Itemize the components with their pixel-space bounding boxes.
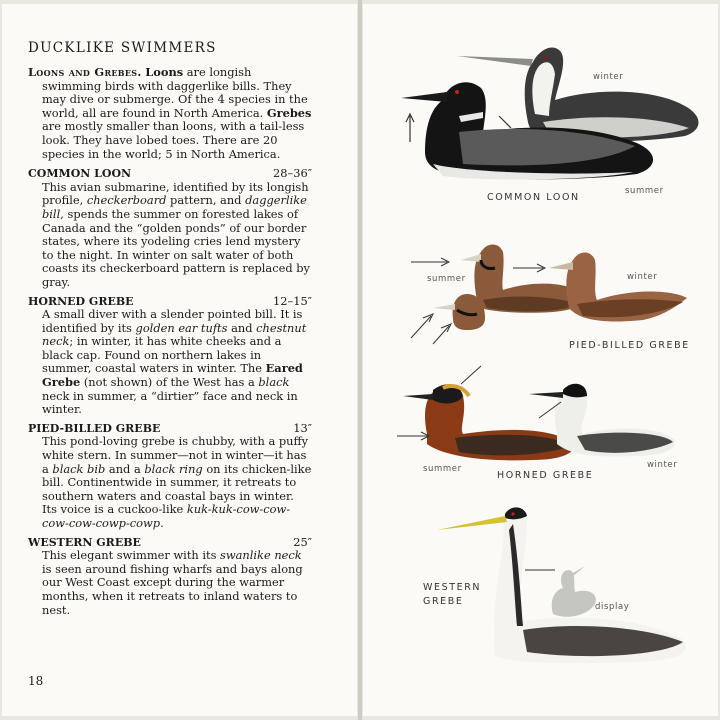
western-grebe-caption-line2: GREBE xyxy=(423,596,464,607)
page-number: 18 xyxy=(28,674,44,688)
description-text: and a xyxy=(105,461,145,476)
italic-key-feature: checkerboard xyxy=(86,193,167,208)
species-entry-heading xyxy=(28,295,312,309)
italic-key-feature: daggerlike bill xyxy=(42,193,307,221)
italic-key-feature: black xyxy=(258,375,290,390)
species-entry-heading xyxy=(28,536,312,550)
left-page xyxy=(2,4,357,716)
horned-winter-label: winter xyxy=(647,460,678,470)
description-text: . xyxy=(160,516,164,530)
italic-key-feature: black ring xyxy=(144,461,203,476)
common-loon-winter-illustration xyxy=(457,47,699,141)
pied-billed-grebe-winter-illustration xyxy=(549,253,687,322)
italic-key-feature: black bib xyxy=(52,461,106,476)
description-text: This avian submarine, identified by its longish profile, xyxy=(42,179,309,208)
species-entry xyxy=(28,422,312,531)
loon-winter-label: winter xyxy=(593,72,624,82)
pied-billed-grebe-caption: PIED-BILLED GREBE xyxy=(569,340,690,351)
description-text: neck in summer, a “dirtier” face and neck in winter. xyxy=(42,388,298,417)
description-text: (not shown) of the West has a xyxy=(80,375,259,390)
book-gutter xyxy=(358,0,362,720)
description-text: A small diver with a slender pointed bill. It is identified by its xyxy=(42,307,303,335)
species-length: 13″ xyxy=(293,420,312,435)
species-name: HORNED GREBE xyxy=(28,294,134,308)
pied-winter-label: winter xyxy=(627,272,658,282)
western-grebe-caption-line1: WESTERN xyxy=(423,582,482,593)
intro-paragraph xyxy=(28,66,312,161)
western-grebe-display-illustration xyxy=(552,566,596,617)
italic-key-feature: golden ear tufts xyxy=(135,320,228,335)
description-text: is seen around fishing wharfs and bays along our West Coast except during the warmer months, when it retreats to inland waters to nest. xyxy=(42,561,303,617)
description-text: , spends the summer on forested lakes of Canada and the “golden ponds” of our border states, where its yodeling cries lend mystery to the night. In winter on salt water of both coasts its checkerboard pattern is replaced by gray. xyxy=(42,206,310,289)
text-column xyxy=(28,66,312,622)
italic-key-feature: kuk-kuk-cow-cow-cow-cow-cowp-cowp xyxy=(42,502,291,530)
right-page xyxy=(363,4,718,716)
description-text: pattern, and xyxy=(166,193,246,208)
pied-summer-label: summer xyxy=(427,274,466,284)
species-length: 25″ xyxy=(293,534,312,549)
species-length: 12–15″ xyxy=(273,293,312,308)
species-description xyxy=(28,181,312,290)
species-entry-heading xyxy=(28,422,312,436)
species-length: 28–36″ xyxy=(273,166,312,181)
species-name: WESTERN GREBE xyxy=(28,535,141,549)
common-loon-caption: COMMON LOON xyxy=(487,192,580,203)
intro-grebes-word: Grebes xyxy=(266,105,312,120)
intro-text-2: are mostly smaller than loons, with a tail-less look. They have lobed toes. There are 20 species in the world; 5 in North America. xyxy=(42,119,305,161)
horned-summer-label: summer xyxy=(423,464,462,474)
western-display-label: display xyxy=(595,602,630,612)
species-description xyxy=(28,308,312,417)
description-text: and xyxy=(227,320,257,335)
species-name: PIED-BILLED GREBE xyxy=(28,421,161,435)
italic-key-feature: swanlike neck xyxy=(220,548,302,563)
species-description xyxy=(28,549,312,617)
description-text: This elegant swimmer with its xyxy=(42,548,221,563)
pied-billed-grebe-head-illustration xyxy=(433,294,485,330)
description-text: ; in winter, it has white cheeks and a black cap. Found on northern lakes in summer, coastal waters in winter. The xyxy=(42,334,282,376)
intro-heading: Loons and Grebes. xyxy=(28,65,142,79)
species-entry-heading xyxy=(28,167,312,181)
bold-species-name: Eared Grebe xyxy=(42,361,303,390)
species-entries xyxy=(28,167,312,617)
intro-text-1: are longish swimming birds with daggerlike bills. They may dive or submerge. Of the 4 species in the world, all are found in North America. xyxy=(42,65,308,120)
description-text: This pond-loving grebe is chubby, with a puffy white stern. In summer—not in winter—it has a xyxy=(42,434,309,476)
loon-summer-label: summer xyxy=(625,186,664,196)
species-entry xyxy=(28,295,312,417)
species-entry xyxy=(28,167,312,289)
species-description xyxy=(28,435,312,530)
description-text: on its chicken-like bill. Continentwide in summer, it retreats to southern waters and coastal bays in winter. Its voice is a cuckoo-like xyxy=(42,461,312,517)
italic-key-feature: chestnut neck xyxy=(42,320,307,349)
species-entry xyxy=(28,536,312,618)
intro-loons-word: Loons xyxy=(145,65,184,79)
section-title: DUCKLIKE SWIMMERS xyxy=(28,40,217,56)
species-name: COMMON LOON xyxy=(28,167,132,181)
horned-grebe-caption: HORNED GREBE xyxy=(497,470,594,481)
illustrations xyxy=(363,4,718,716)
